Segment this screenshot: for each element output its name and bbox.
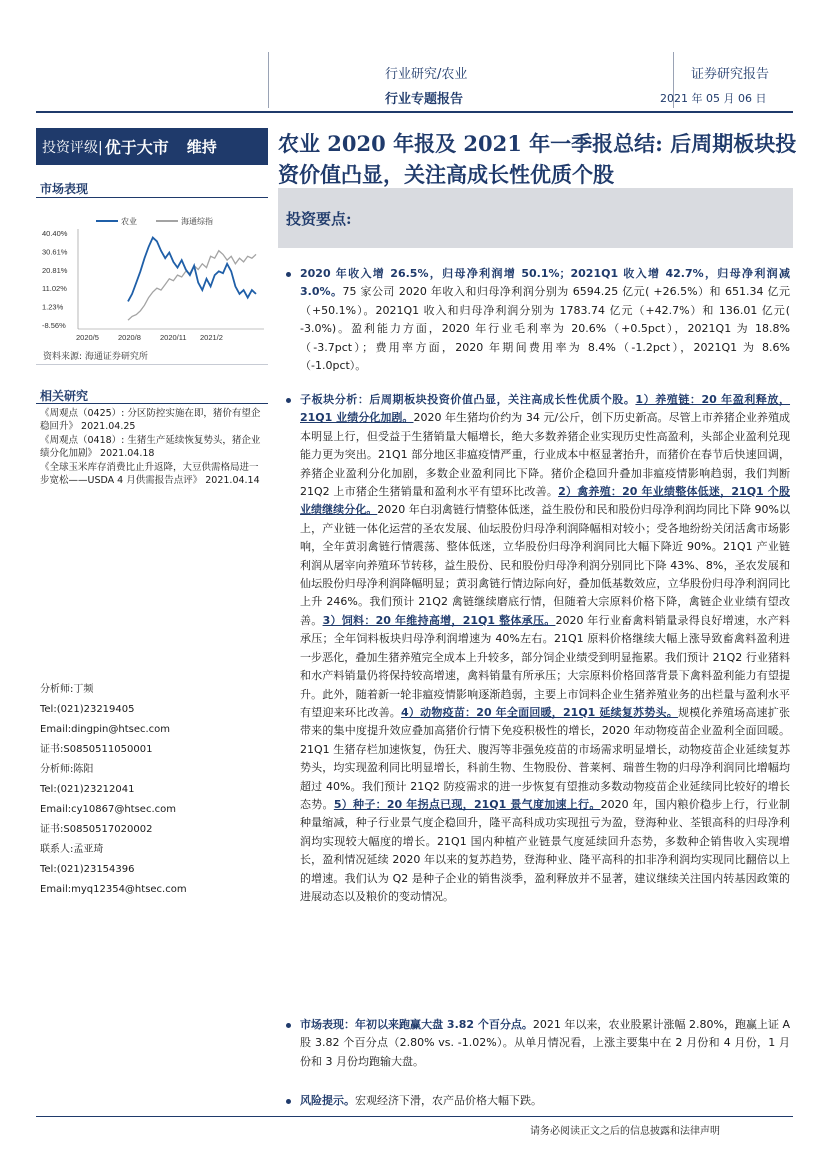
key-points-title: 投资要点: xyxy=(286,210,352,228)
analyst-name: 分析师:陈阳 xyxy=(40,764,94,775)
rating-value: 优于大市 xyxy=(104,138,169,157)
analyst-block xyxy=(40,680,266,900)
analyst-name: 分析师:丁频 xyxy=(40,684,94,695)
bullet-dot xyxy=(286,272,291,277)
header-rule xyxy=(36,111,793,113)
legend-label: 农业 xyxy=(121,217,137,226)
bullet-risk: 风险提示。宏观经济下滑，农产品价格大幅下跌。 xyxy=(300,1094,542,1107)
y-tick-label: 20.81% xyxy=(42,265,68,275)
y-tick-label: -8.56% xyxy=(42,321,66,330)
x-tick-label: 2021/2 xyxy=(200,333,223,342)
related-section-title: 相关研究 xyxy=(40,389,89,403)
bullet-market: 市场表现：年初以来跑赢大盘 3.82 个百分点。2021 年以来，农业股累计涨幅 2.80%，跑赢上证 A 股 3.82 个百分点（2.80% vs. -1.02%）。从单月情况看，上涨主要集中在 2 月份和 4 月份，1 月份和 3 月份均跑输大盘。 xyxy=(300,1018,790,1068)
page-title: 农业 2020 年报及 2021 年一季报总结: 后周期板块投资价值凸显，关注高成长性优质个股 xyxy=(278,131,797,187)
chart-bottom-rule xyxy=(36,364,268,365)
rating-label: 投资评级| xyxy=(42,139,103,156)
y-tick-label: 40.40% xyxy=(42,229,68,238)
rating-box xyxy=(36,128,268,165)
market-chart xyxy=(36,203,268,343)
related-item[interactable]: 《周观点（0425）: 分区防控实施在即，猪价有望企稳回升》 2021.04.25 xyxy=(40,408,261,432)
header-date: 2021 年 05 月 06 日 xyxy=(660,92,767,105)
header-category: 行业研究/农业 xyxy=(385,67,468,82)
header-divider-left xyxy=(268,52,269,108)
header-report-type: 行业专题报告 xyxy=(385,92,464,107)
analyst-tel: Tel:(021)23212041 xyxy=(40,784,135,795)
market-section-title: 市场表现 xyxy=(40,182,89,196)
header-brand: 证券研究报告 xyxy=(691,67,770,82)
chart-source: 资料来源: 海通证券研究所 xyxy=(43,352,148,362)
analyst-cert: 证书:S0850517020002 xyxy=(40,824,153,835)
x-tick-label: 2020/8 xyxy=(118,333,141,342)
rating-trend: 维持 xyxy=(186,138,217,156)
related-item[interactable]: 《全球玉米库存消费比止升返降，大豆供需格局进一步宽松——USDA 4 月供需报告点评》 2021.04.14 xyxy=(40,462,260,486)
market-section-rule xyxy=(36,197,268,198)
analyst-email[interactable]: Email:cy10867@htsec.com xyxy=(40,804,176,815)
x-tick-label: 2020/11 xyxy=(160,333,187,342)
related-list xyxy=(40,407,266,487)
y-tick-label: 1.23% xyxy=(42,302,64,312)
market-chart-svg xyxy=(36,203,268,343)
x-tick-label: 2020/5 xyxy=(76,333,99,342)
bullet-dot xyxy=(286,1023,291,1028)
series-line xyxy=(128,238,256,302)
legend-label: 海通综指 xyxy=(181,217,213,226)
contact-name: 联系人:孟亚琦 xyxy=(40,844,104,855)
related-section-rule xyxy=(36,403,268,404)
series-line xyxy=(128,251,256,321)
contact-email[interactable]: Email:myq12354@htsec.com xyxy=(40,884,187,895)
bullet-revenue: 2020 年收入增 26.5%，归母净利润增 50.1%；2021Q1 收入增 42.7%，归母净利润减 3.0%。75 家公司 2020 年收入和归母净利润分别为 6594.25 亿元( +26.5%）和 651.34 亿元（+50.1%）。2021Q1 收入和归母净利润分别为 1783.74 亿元（+42.7%）和 136.01 亿元( -3.0%)。盈利能力方面，2020 年行业毛利率为 20.6%（+0.5pct），2021Q1 为 18.8%（-3.7pct）；费用率方面，2020 年期间费用率为 8.4%（-1.2pct），2021Q1 为 8.6%（-1.0pct）。 xyxy=(300,267,790,373)
contact-tel: Tel:(021)23154396 xyxy=(40,864,135,875)
analyst-cert: 证书:S0850511050001 xyxy=(40,744,153,755)
y-tick-label: 11.02% xyxy=(42,284,67,294)
bullet-subsector: 子板块分析：后周期板块投资价值凸显，关注高成长性优质个股。1）养殖链：20 年盈利释放，21Q1 业绩分化加剧。2020 年生猪均价约为 34 元/公斤，创下历史新高。尽管上市养猪企业养殖成本明显上行，但受益于生猪销量大幅增长，绝大多数养猪企业实现历史性高盈利，头部企业盈利兑现能力更为突出。21Q1 部分地区非瘟疫情严重，行业成本中枢显著抬升，而猪价在春节后快速回调，养猪企业盈利分化加剧，多数企业盈利同比下降。猪价企稳回升叠加非瘟疫情影响趋弱，我们判断 21Q2 上市猪企生猪销量和盈利水平有望环比改善。2）禽养殖：20 年业绩整体低迷，21Q1 个股业绩继续分化。2020 年白羽禽链行情整体低迷，益生股份和民和股份归母净利润均同比下降 90%以上，产业链一体化运营的圣农发展、仙坛股份归母净利润降幅相对较小；受各地纷纷关闭活禽市场影响，全年黄羽禽链行情震荡、整体低迷，立华股份归母净利润同比大幅下降近 90%。21Q1 产业链利润从屠宰向养殖环节转移，益生股份、民和股份归母净利润分别同比下降 43%、8%，圣农发展和仙坛股份归母净利润降幅明显；黄羽禽链行情边际向好，叠加低基数效应，立华股份归母净利润同比上升 246%。我们预计 21Q2 禽链继续磨底行情，但随着大宗原料价格下降，禽链企业业绩有望改善。3）饲料：20 年维持高增，21Q1 整体承压。2020 年行业畜禽料销量录得良好增速，水产料承压；全年饲料板块归母净利润增速为 40%左右。21Q1 原料价格继续大幅上涨导致畜禽料盈利进一步恶化，叠加生猪养殖完全成本上升较多，部分饲企业绩受到明显拖累。我们预计 21Q2 行业猪料和水产料销量仍将保持较高增速，禽料销量有所承压；大宗原料价格回落背景下禽料盈利能力有望提升。此外，随着新一轮非瘟疫情影响逐渐趋弱，主要上市饲料企业生猪养殖业务的出栏量与盈利水平有望迎来环比改善。4）动物疫苗：20 年全面回暖，21Q1 延续复苏势头。规模化养殖场高速扩张带来的集中度提升效应叠加高猪价行情下免疫积极性的增长，2020 年动物疫苗企业盈利全面回暖。21Q1 生猪存栏加速恢复，伪狂犬、腹泻等非强免疫苗的市场需求明显增长，动物疫苗企业延续复苏势头，均实现盈利同比明显增长，科前生物、生物股份、普莱柯、瑞普生物的归母净利润同比增幅均超过 40%。我们预计 21Q2 防疫需求的进一步恢复有望推动多数动物疫苗企业延续同比较好的增长态势。5）种子：20 年拐点已现，21Q1 景气度加速上行。2020 年，国内粮价稳步上行，行业制种量缩减，种子行业景气度企稳回升，隆平高科成功实现扭亏为盈，登海种业、荃银高科的归母净利润均实现较大幅度的增长。21Q1 国内种植产业链景气度延续回升态势，多数种企销售收入实现增长，盈利情况延续 2020 年以来的复苏趋势，登海种业、隆平高科的扣非净利润均实现同比翻倍以上的增速。我们认为 Q2 是种子企业的销售淡季，盈利释放并不显著，建议继续关注国内转基因政策的进展动态以及粮价的变动情况。 xyxy=(300,393,791,903)
bullet-dot xyxy=(286,1099,291,1104)
analyst-tel: Tel:(021)23219405 xyxy=(40,704,135,715)
footer-disclaimer: 请务必阅读正文之后的信息披露和法律声明 xyxy=(530,1126,720,1137)
footer-rule xyxy=(36,1116,793,1117)
y-tick-label: 30.61% xyxy=(42,247,68,257)
analyst-email[interactable]: Email:dingpin@htsec.com xyxy=(40,724,171,735)
key-points-band xyxy=(278,188,793,248)
bullet-dot xyxy=(286,398,291,403)
related-item[interactable]: 《周观点（0418）: 生猪生产延续恢复势头，猪企业绩分化加剧》 2021.04.18 xyxy=(40,435,261,459)
